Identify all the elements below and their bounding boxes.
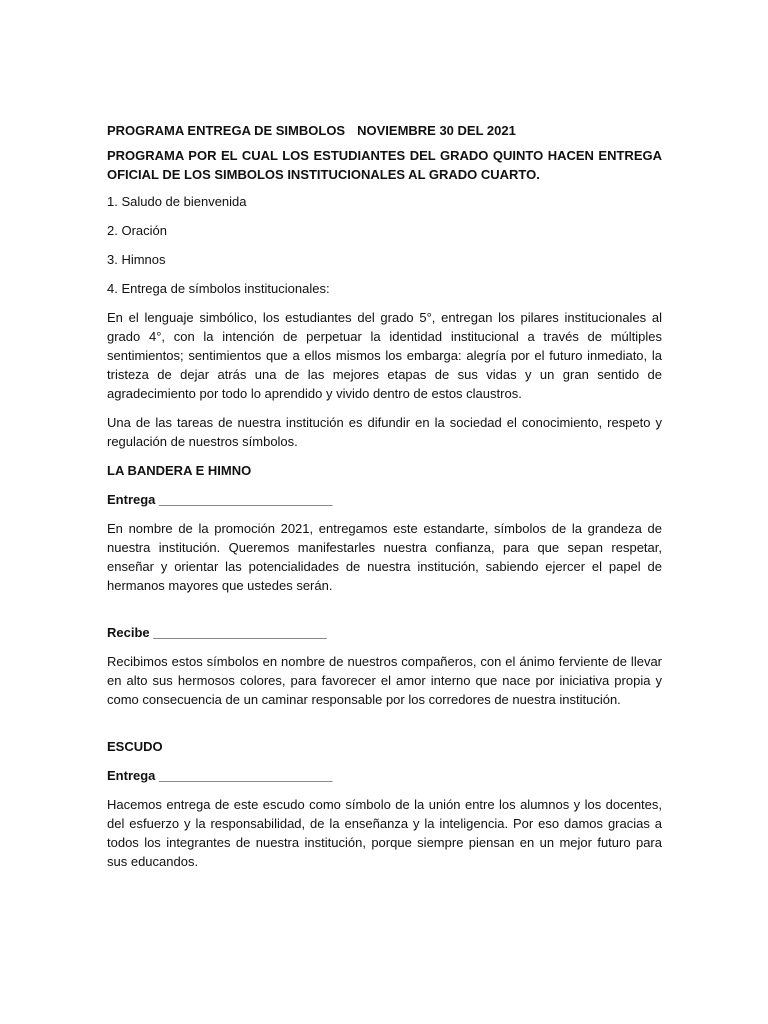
- title-program: PROGRAMA ENTREGA DE SIMBOLOS: [107, 123, 346, 138]
- paragraph-symbolic-language: En el lenguaje simbólico, los estudiantes del grado 5°, entregan los pilares institucionales al grado 4°, con la intención de perpetuar la identidad institucional a través de múltiples sentimientos; sentimientos que a ellos mismos los embarga: alegría por el futuro inmediato, la tristeza de dejar atrás una de las mejores etapas de sus vidas y un gran sentido de agradecimiento por todo lo aprendido y vivido dentro de estos claustros.: [107, 310, 662, 401]
- paragraph-receive-symbols: Recibimos estos símbolos en nombre de nuestros compañeros, con el ánimo ferviente de llevar en alto sus hermosos colores, para favorecer el amor interno que nace por iniciativa propia y como consecuencia de un caminar responsable por los corredores de nuestra institución.: [107, 654, 662, 707]
- document-title: [107, 121, 662, 140]
- entrega-signature-line-shield: Entrega ________________________: [107, 768, 333, 783]
- agenda-item-1: 1. Saludo de bienvenida: [107, 194, 247, 209]
- paragraph-institution-task: Una de las tareas de nuestra institución es difundir en la sociedad el conocimiento, respeto y regulación de nuestros símbolos.: [107, 415, 662, 449]
- spacer: [107, 719, 662, 737]
- paragraph-shield-delivery: Hacemos entrega de este escudo como símbolo de la unión entre los alumnos y los docentes, del esfuerzo y la responsabilidad, de la enseñanza y la inteligencia. Por eso damos gracias a todos los integrantes de nuestra institución, porque siempre piensan en un mejor futuro para sus educandos.: [107, 797, 662, 869]
- title-date: NOVIEMBRE 30 DEL 2021: [357, 123, 516, 138]
- spacer: [107, 605, 662, 623]
- document-heading: PROGRAMA POR EL CUAL LOS ESTUDIANTES DEL GRADO QUINTO HACEN ENTREGA OFICIAL DE LOS SIMBOLOS INSTITUCIONALES AL GRADO CUARTO.: [107, 148, 662, 182]
- entrega-signature-line-flag: Entrega ________________________: [107, 492, 333, 507]
- section-heading-flag-anthem: LA BANDERA E HIMNO: [107, 463, 252, 478]
- paragraph-promotion-2021: En nombre de la promoción 2021, entregamos este estandarte, símbolos de la grandeza de nuestra institución. Queremos manifestarles nuestra confianza, para que sepan respetar, enseñar y orientar las potencialidades de nuestra institución, sabiendo ejercer el papel de hermanos mayores que ustedes serán.: [107, 521, 662, 593]
- agenda-item-3: 3. Himnos: [107, 252, 166, 267]
- agenda-item-2: 2. Oración: [107, 223, 167, 238]
- recibe-signature-line: Recibe ________________________: [107, 625, 327, 640]
- section-heading-shield: ESCUDO: [107, 739, 163, 754]
- document-body: [107, 121, 662, 881]
- agenda-item-4: 4. Entrega de símbolos institucionales:: [107, 281, 330, 296]
